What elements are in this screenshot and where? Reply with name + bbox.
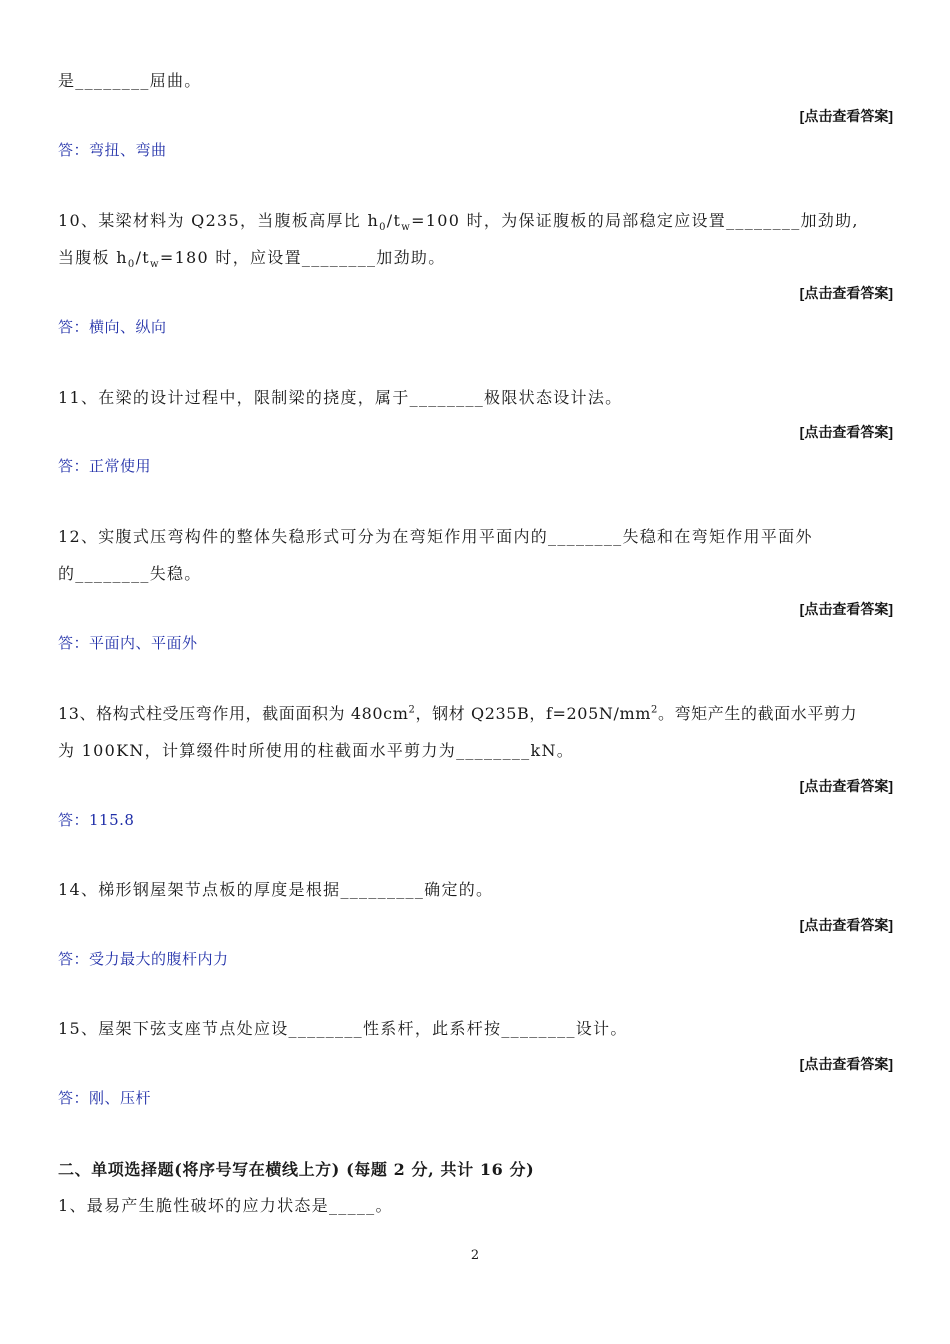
view-answer-link-15[interactable]: [点击查看答案]	[799, 1056, 893, 1072]
section-2-title: 二、单项选择题(将序号写在横线上方) (每题 2 分, 共计 16 分)	[58, 1160, 535, 1179]
answer-15: 答：刚、压杆	[58, 1089, 152, 1107]
answer-14: 答：受力最大的腹杆内力	[58, 950, 229, 968]
q10-sub-0: 0	[379, 222, 387, 234]
question-13-line-1	[58, 695, 894, 732]
view-answer-link-11[interactable]: [点击查看答案]	[799, 424, 893, 440]
q10-text-e: /t	[135, 248, 150, 267]
view-answer-link-12[interactable]: [点击查看答案]	[799, 601, 893, 617]
q13-sup-2a: 2	[408, 704, 416, 716]
view-answer-link-10[interactable]: [点击查看答案]	[799, 285, 893, 301]
view-answer-link-9[interactable]: [点击查看答案]	[799, 108, 893, 124]
q10-sub-w: w	[401, 222, 412, 234]
section-2-question-1: 1、最易产生脆性破坏的应力状态是_____。	[58, 1196, 393, 1215]
q10-text-c: =100 时，为保证腹板的局部稳定应设置________加劲助,	[411, 211, 859, 230]
q13-text-b: ，钢材 Q235B，f=205N/mm	[415, 704, 652, 723]
q10-text-a: 10、某梁材料为 Q235，当腹板高厚比 h	[58, 211, 380, 230]
q10-text-b: /t	[386, 211, 402, 230]
q13-text-c: 。弯矩产生的截面水平剪力	[657, 704, 858, 723]
answer-12: 答：平面内、平面外	[58, 634, 198, 652]
view-answer-link-13[interactable]: [点击查看答案]	[799, 778, 893, 794]
question-10-line-2	[58, 239, 894, 276]
question-11: 11、在梁的设计过程中，限制梁的挠度，属于________极限状态设计法。	[58, 388, 623, 407]
question-14: 14、梯形钢屋架节点板的厚度是根据_________确定的。	[58, 880, 494, 899]
answer-13: 答：115.8	[58, 811, 135, 829]
question-13-line-2: 为 100KN，计算缀件时所使用的柱截面水平剪力为________kN。	[58, 741, 575, 760]
q10-text-f: =180 时，应设置________加劲助。	[159, 248, 446, 267]
question-15: 15、屋架下弦支座节点处应设________性系杆，此系杆按________设计。	[58, 1019, 628, 1038]
q13-sup-2b: 2	[651, 704, 658, 716]
q10-text-d: 当腹板 h	[58, 248, 128, 267]
q10-sub-wb: w	[150, 259, 160, 271]
answer-11: 答：正常使用	[58, 457, 152, 475]
question-10-line-1	[58, 202, 894, 239]
answer-10: 答：横向、纵向	[58, 318, 167, 336]
view-answer-link-14[interactable]: [点击查看答案]	[799, 917, 893, 933]
q10-sub-0b: 0	[127, 259, 136, 271]
q13-text-a: 13、格构式柱受压弯作用，截面面积为 480cm	[58, 704, 409, 723]
question-12-line-2: 的________失稳。	[58, 564, 202, 583]
answer-9: 答：弯扭、弯曲	[58, 141, 167, 159]
page-number: 2	[470, 1248, 480, 1263]
question-9-tail: 是________屈曲。	[58, 71, 202, 90]
question-12-line-1: 12、实腹式压弯构件的整体失稳形式可分为在弯矩作用平面内的________失稳和在弯矩作用平面外	[58, 527, 813, 546]
